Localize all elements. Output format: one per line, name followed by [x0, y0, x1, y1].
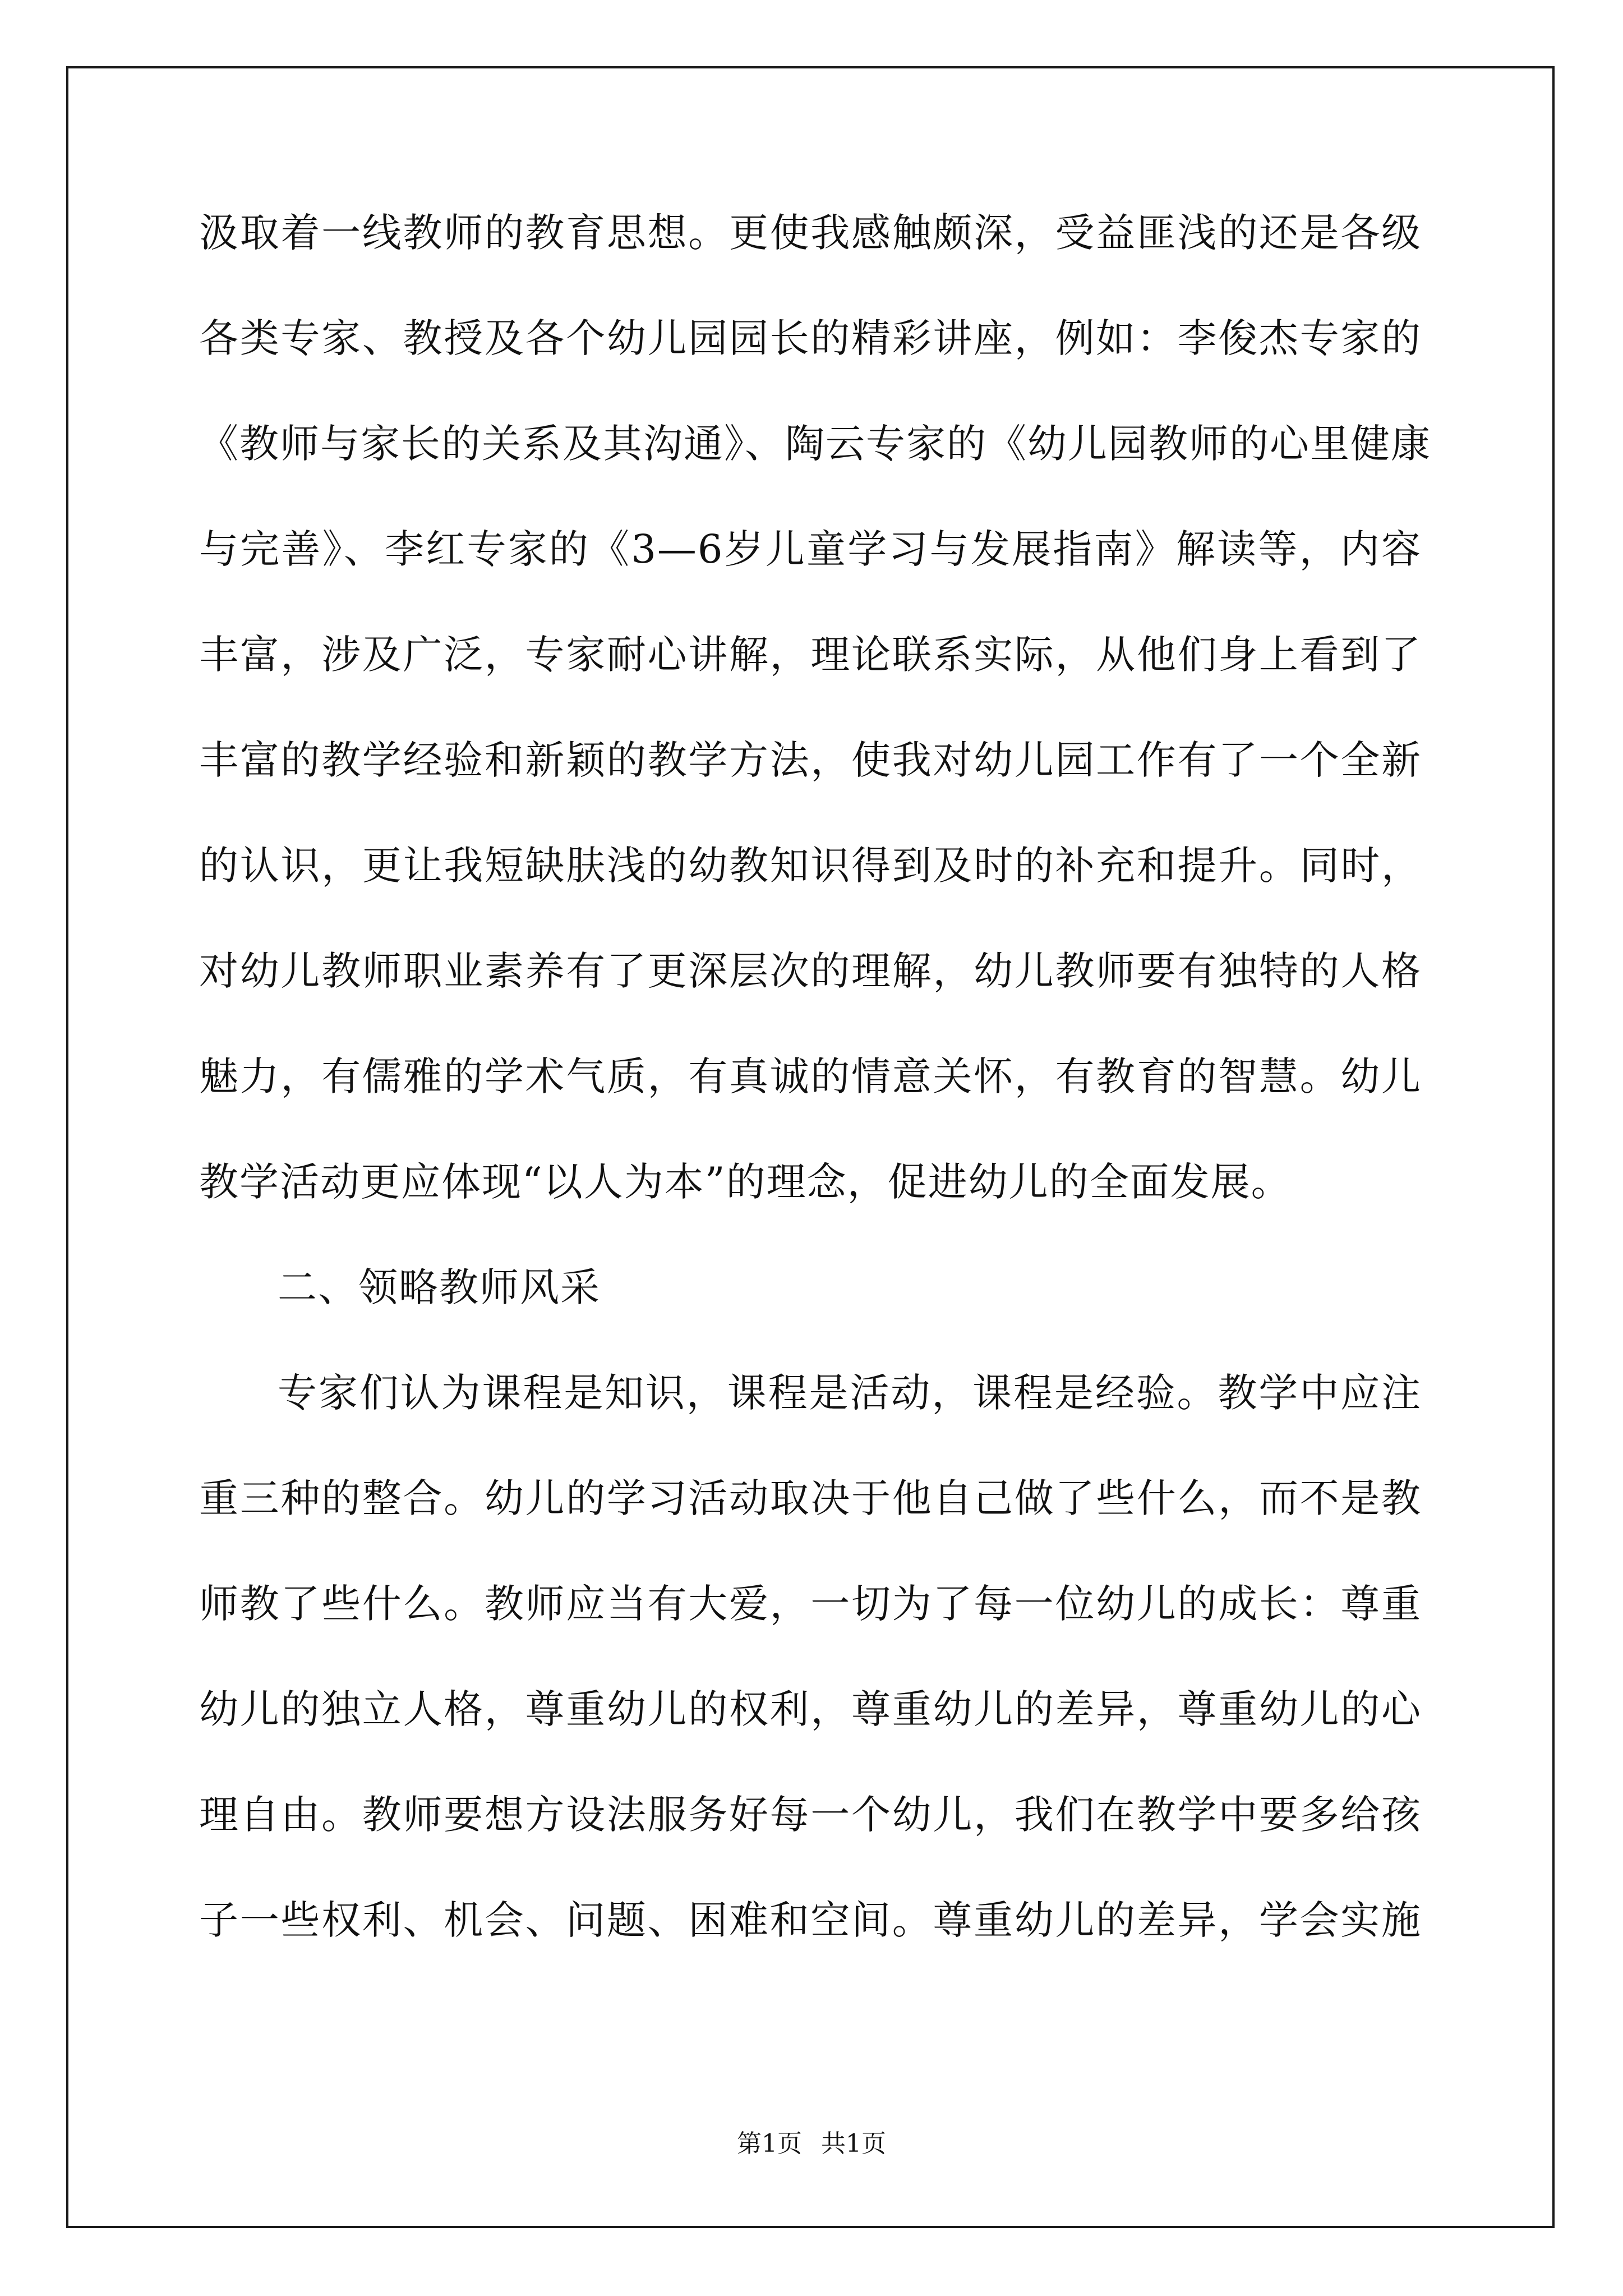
text-line: 幼儿的独立人格，尊重幼儿的权利，尊重幼儿的差异，尊重幼儿的心	[199, 1686, 1422, 1732]
page-number: 第1页	[737, 2129, 802, 2158]
page-footer	[0, 2129, 1623, 2158]
page-total: 共1页	[821, 2129, 886, 2158]
document-body	[199, 210, 1431, 2006]
text-line: 专家们认为课程是知识，课程是活动，课程是经验。教学中应注	[278, 1370, 1422, 1416]
text-line: 丰富的教学经验和新颖的教学方法，使我对幼儿园工作有了一个全新	[199, 737, 1422, 783]
text-line: 与完善》、李红专家的《3—6岁儿童学习与发展指南》解读等，内容	[199, 526, 1422, 572]
text-line: 理自由。教师要想方设法服务好每一个幼儿，我们在教学中要多给孩	[199, 1792, 1422, 1838]
text-line: 教学活动更应体现“以人为本”的理念，促进幼儿的全面发展。	[199, 1159, 1292, 1205]
text-line: 对幼儿教师职业素养有了更深层次的理解，幼儿教师要有独特的人格	[199, 948, 1422, 994]
text-line: 重三种的整合。幼儿的学习活动取决于他自己做了些什么，而不是教	[199, 1475, 1422, 1521]
section-heading: 二、领略教师风采	[278, 1264, 601, 1310]
text-line: 汲取着一线教师的教育思想。更使我感触颇深，受益匪浅的还是各级	[199, 210, 1422, 256]
text-line: 的认识，更让我短缺肤浅的幼教知识得到及时的补充和提升。同时，	[199, 843, 1422, 889]
text-line: 师教了些什么。教师应当有大爱，一切为了每一位幼儿的成长：尊重	[199, 1581, 1422, 1627]
text-line: 各类专家、教授及各个幼儿园园长的精彩讲座，例如：李俊杰专家的	[199, 315, 1422, 361]
text-line: 魅力，有儒雅的学术气质，有真诚的情意关怀，有教育的智慧。幼儿	[199, 1053, 1422, 1099]
text-line: 子一些权利、机会、问题、困难和空间。尊重幼儿的差异，学会实施	[199, 1897, 1422, 1943]
text-line: 《教师与家长的关系及其沟通》、陶云专家的《幼儿园教师的心里健康	[199, 421, 1431, 467]
text-line: 丰富，涉及广泛，专家耐心讲解，理论联系实际，从他们身上看到了	[199, 632, 1422, 678]
